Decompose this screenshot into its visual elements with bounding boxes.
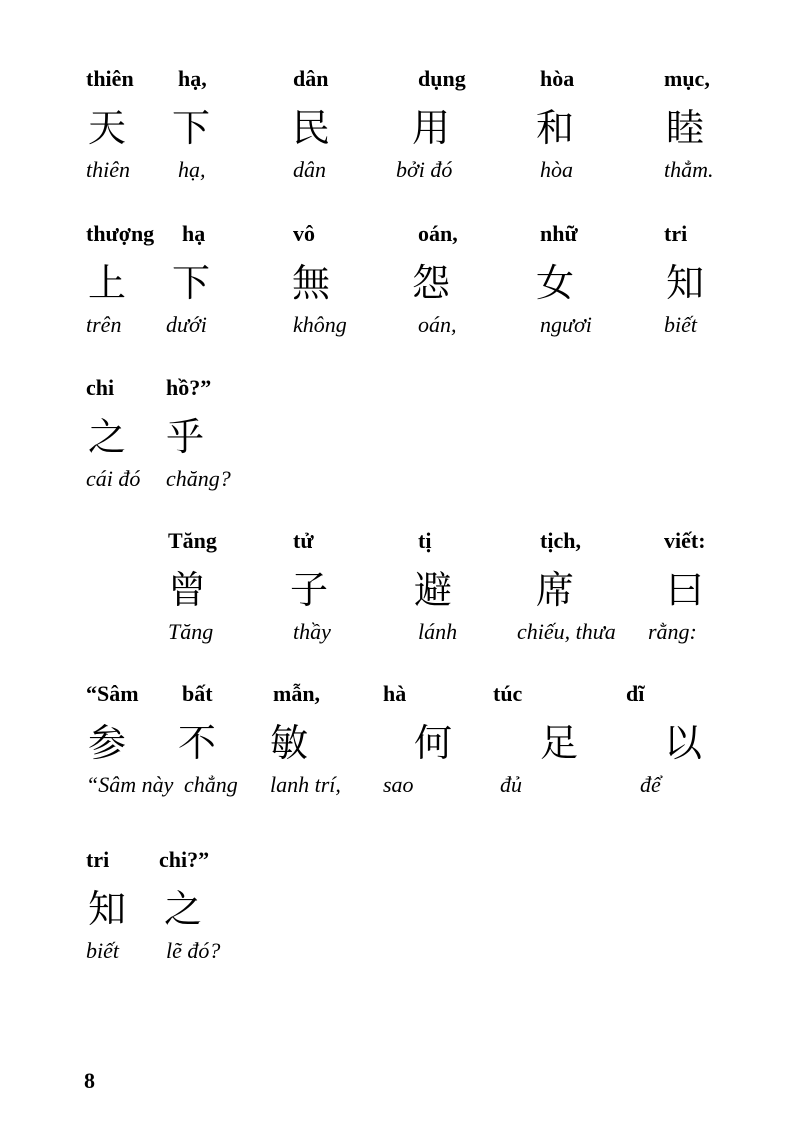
gloss: “Sâm này: [86, 772, 174, 797]
gloss: đủ: [500, 772, 522, 797]
gloss: chăng?: [166, 466, 231, 491]
han-character: 参: [88, 721, 127, 765]
han-character: 何: [414, 721, 453, 765]
han-character: 不: [178, 721, 217, 765]
pronunciation: thiên: [86, 66, 134, 91]
pronunciation: tịch,: [540, 528, 581, 553]
pronunciation: dân: [293, 66, 329, 91]
pronunciation: túc: [493, 681, 523, 706]
gloss: cái đó: [86, 466, 141, 491]
gloss: hạ,: [178, 157, 206, 182]
pronunciation: Tăng: [168, 528, 217, 553]
han-character: 之: [164, 887, 203, 931]
han-character: 知: [88, 887, 127, 931]
han-character: 下: [172, 106, 211, 150]
pronunciation: thượng: [86, 221, 155, 246]
han-character: 曰: [666, 568, 705, 612]
pronunciation: nhữ: [540, 221, 578, 246]
gloss: bởi đó: [396, 157, 453, 182]
pronunciation: hạ,: [178, 66, 207, 91]
han-character: 怨: [412, 261, 451, 305]
pronunciation: tri: [86, 847, 110, 872]
han-character: 上: [88, 261, 127, 305]
gloss: lanh trí,: [270, 772, 341, 797]
han-character: 子: [290, 568, 329, 612]
gloss: Tăng: [168, 619, 214, 644]
gloss: ngươi: [540, 312, 592, 337]
page-number: 8: [84, 1068, 95, 1093]
han-character: 女: [536, 261, 575, 305]
gloss: dưới: [166, 312, 207, 337]
han-character: 曾: [168, 568, 207, 612]
gloss: không: [293, 312, 347, 337]
han-character: 乎: [166, 415, 205, 459]
han-character: 天: [88, 106, 127, 150]
pronunciation: chi?”: [159, 847, 210, 872]
han-character: 避: [414, 568, 453, 612]
han-character: 睦: [666, 106, 705, 150]
gloss: oán,: [418, 312, 457, 337]
gloss: thẳm.: [664, 157, 714, 182]
pronunciation: hòa: [540, 66, 575, 91]
gloss: thiên: [86, 157, 130, 182]
gloss: trên: [86, 312, 122, 337]
pronunciation: chi: [86, 375, 115, 400]
pronunciation: mục,: [664, 66, 710, 91]
pronunciation: hạ: [182, 221, 206, 246]
gloss: thầy: [293, 619, 331, 644]
han-character: 無: [292, 261, 331, 305]
gloss: biết: [664, 312, 697, 337]
han-character: 以: [664, 721, 703, 765]
gloss: lẽ đó?: [166, 938, 221, 963]
han-character: 用: [412, 106, 451, 150]
gloss: lánh: [418, 619, 458, 644]
pronunciation: tị: [418, 528, 432, 553]
han-character: 知: [666, 261, 705, 305]
pronunciation: hà: [383, 681, 407, 706]
pronunciation: vô: [293, 221, 315, 246]
gloss: chiếu, thưa: [517, 619, 616, 644]
han-character: 足: [540, 721, 579, 765]
pronunciation: tử: [293, 528, 314, 553]
han-character: 和: [536, 106, 575, 150]
pronunciation: mẫn,: [273, 681, 321, 706]
han-character: 之: [88, 415, 127, 459]
pronunciation: oán,: [418, 221, 458, 246]
gloss: rằng:: [648, 619, 697, 644]
han-character: 敏: [270, 721, 309, 765]
pronunciation: dĩ: [626, 681, 645, 706]
gloss: để: [640, 772, 661, 797]
han-character: 民: [292, 106, 331, 150]
gloss: hòa: [540, 157, 573, 182]
pronunciation: hồ?”: [166, 375, 212, 400]
gloss: dân: [293, 157, 326, 182]
pronunciation: viết:: [664, 528, 706, 553]
pronunciation: dụng: [418, 66, 466, 91]
pronunciation: bất: [182, 681, 213, 706]
han-character: 席: [536, 568, 575, 612]
pronunciation: tri: [664, 221, 688, 246]
pronunciation: “Sâm: [86, 681, 139, 706]
han-character: 下: [172, 261, 211, 305]
gloss: sao: [383, 772, 414, 797]
gloss: chẳng: [184, 772, 238, 797]
gloss: biết: [86, 938, 119, 963]
